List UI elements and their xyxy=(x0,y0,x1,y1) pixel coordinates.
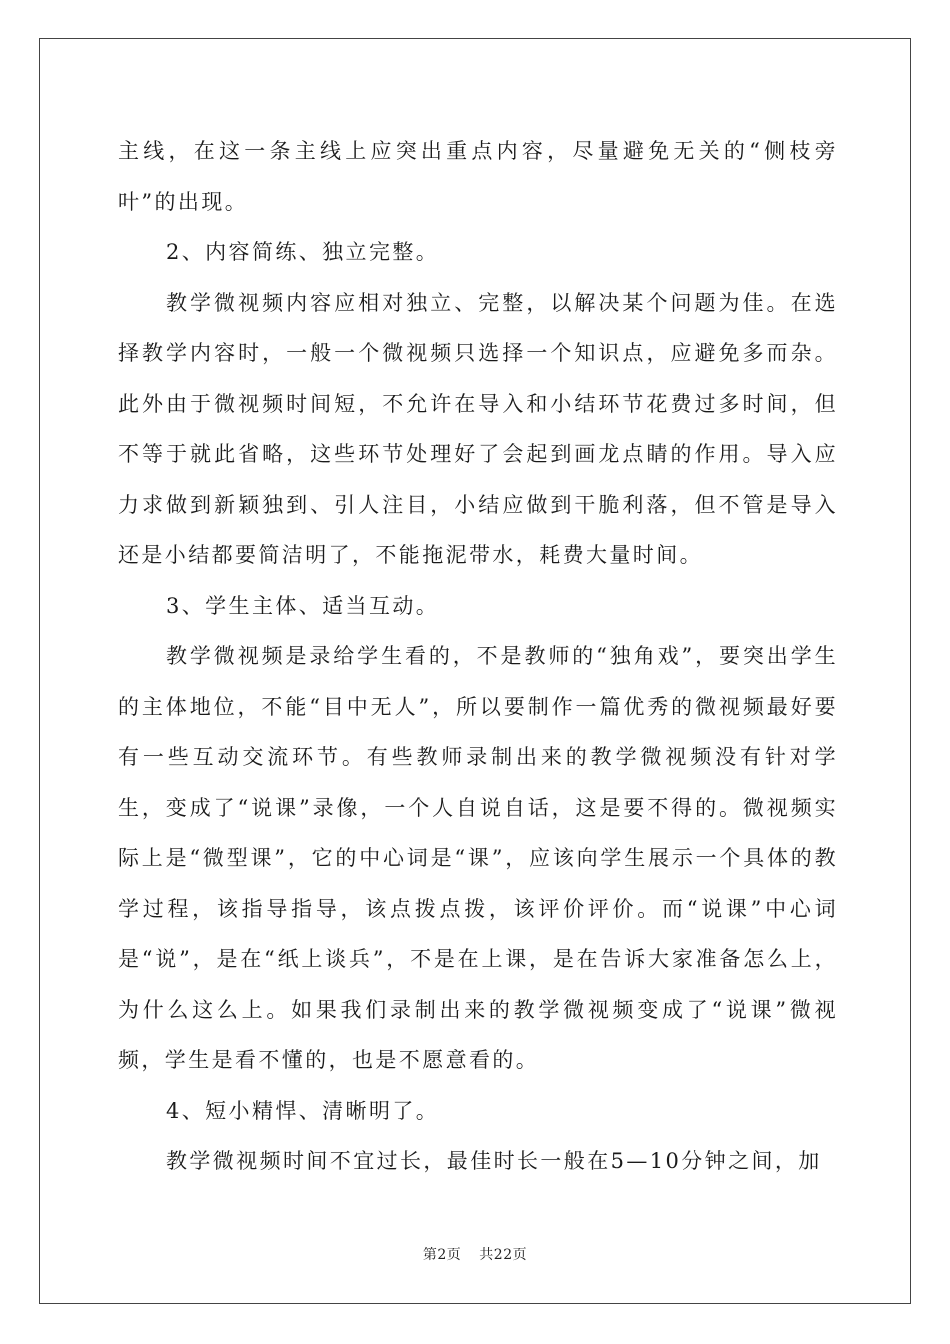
section-heading-4: 4、短小精悍、清晰明了。 xyxy=(166,1098,440,1123)
paragraph-content: 教学微视频内容应相对独立、完整，以解决某个问题为佳。在选择教学内容时，一般一个微视频只选择一个知识点，应避免多而杂。此外由于微视频时间短，不允许在导入和小结环节花费过多时间，但不等于就此省略，这些环节处理好了会起到画龙点睛的作用。导入应力求做到新颖独到、引人注目，小结应做到干脆利落，但不管是导入还是小结都要简洁明了，不能拖泥带水，耗费大量时间。 xyxy=(118,290,838,567)
page-number: 第2页 xyxy=(422,1247,462,1263)
section-heading-3: 3、学生主体、适当互动。 xyxy=(166,593,440,618)
section-heading-2: 2、内容简练、独立完整。 xyxy=(166,240,440,264)
paragraph-continued: 主线，在这一条主线上应突出重点内容，尽量避免无关的“侧枝旁叶”的出现。 xyxy=(118,139,838,214)
page-total: 共22页 xyxy=(479,1247,528,1263)
document-body xyxy=(118,126,838,1187)
page-footer xyxy=(0,1244,950,1264)
paragraph-interaction: 教学微视频是录给学生看的，不是教师的“独角戏”，要突出学生的主体地位，不能“目中无人”，所以要制作一篇优秀的微视频最好要有一些互动交流环节。有些教师录制出来的教学微视频没有针对学生，变成了“说课”录像，一个人自说自话，这是要不得的。微视频实际上是“微型课”，它的中心词是“课”，应该向学生展示一个具体的教学过程，该指导指导，该点拨点拨，该评价评价。而“说课”中心词是“说”，是在“纸上谈兵”，不是在上课，是在告诉大家准备怎么上，为什么这么上。如果我们录制出来的教学微视频变成了“说课”微视频，学生是看不懂的，也是不愿意看的。 xyxy=(118,644,838,1072)
paragraph-duration: 教学微视频时间不宜过长，最佳时长一般在5—10分钟之间，加 xyxy=(166,1149,822,1173)
